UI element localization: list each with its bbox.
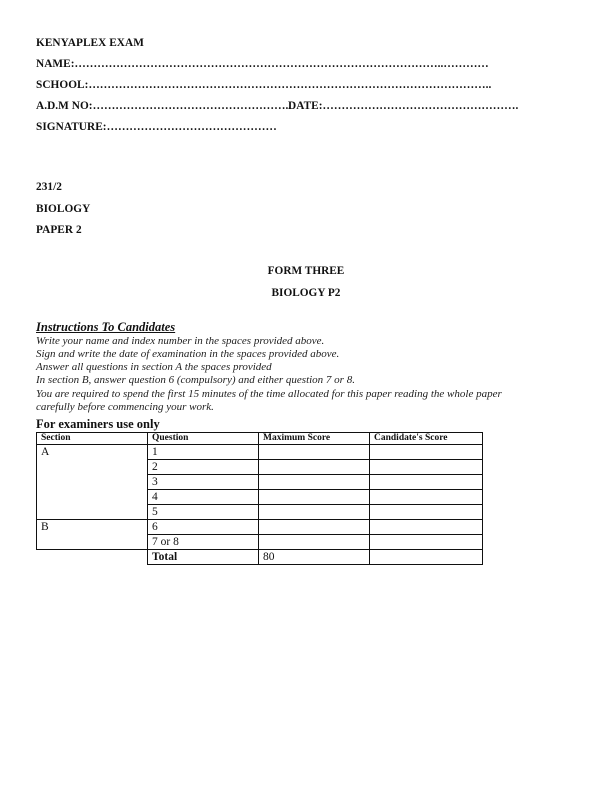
instruction-line: Write your name and index number in the spaces provided above. bbox=[36, 335, 325, 347]
max-score-cell[interactable] bbox=[259, 460, 370, 475]
name-field[interactable]: NAME:……………………………………………………………………………………..………… bbox=[36, 58, 489, 70]
max-score-cell[interactable] bbox=[259, 490, 370, 505]
table-header-row bbox=[37, 433, 483, 445]
header-candidate-score: Candidate's Score bbox=[370, 433, 483, 445]
instruction-line: In section B, answer question 6 (compulsory) and either question 7 or 8. bbox=[36, 374, 355, 386]
total-max-score: 80 bbox=[259, 550, 370, 565]
table-total-row bbox=[37, 550, 483, 565]
candidate-score-cell[interactable] bbox=[370, 475, 483, 490]
school-field[interactable]: SCHOOL:…………………………………………………………………………………………….. bbox=[36, 79, 492, 91]
max-score-cell[interactable] bbox=[259, 445, 370, 460]
examiners-caption: For examiners use only bbox=[36, 417, 160, 431]
candidate-score-cell[interactable] bbox=[370, 520, 483, 535]
paper-number: PAPER 2 bbox=[36, 224, 82, 236]
question-cell: 1 bbox=[148, 445, 259, 460]
total-label: Total bbox=[148, 550, 259, 565]
candidate-score-cell[interactable] bbox=[370, 445, 483, 460]
header-question: Question bbox=[148, 433, 259, 445]
total-candidate-score[interactable] bbox=[370, 550, 483, 565]
instruction-line: You are required to spend the first 15 minutes of the time allocated for this paper reading the whole paper bbox=[36, 388, 502, 400]
score-table bbox=[36, 432, 483, 565]
question-cell: 3 bbox=[148, 475, 259, 490]
date-field[interactable]: DATE:……………………………………………. bbox=[288, 100, 519, 112]
header-max-score: Maximum Score bbox=[259, 433, 370, 445]
paper-code: 231/2 bbox=[36, 181, 62, 193]
candidate-score-cell[interactable] bbox=[370, 505, 483, 520]
section-cell-a: A bbox=[37, 445, 148, 520]
section-cell-b: B bbox=[37, 520, 148, 550]
adm-number-field[interactable]: A.D.M NO:…………………………………………….. bbox=[36, 100, 292, 112]
instruction-line: Sign and write the date of examination in the spaces provided above. bbox=[36, 348, 340, 360]
signature-field[interactable]: SIGNATURE:……………………………………… bbox=[36, 121, 277, 133]
table-row bbox=[37, 520, 483, 535]
form-title: FORM THREE bbox=[267, 265, 345, 277]
candidate-score-cell[interactable] bbox=[370, 490, 483, 505]
max-score-cell[interactable] bbox=[259, 535, 370, 550]
question-cell: 4 bbox=[148, 490, 259, 505]
subject-name: BIOLOGY bbox=[36, 203, 91, 215]
exam-name: KENYAPLEX EXAM bbox=[36, 37, 144, 49]
max-score-cell[interactable] bbox=[259, 520, 370, 535]
instructions-title: Instructions To Candidates bbox=[36, 320, 176, 334]
question-cell: 2 bbox=[148, 460, 259, 475]
header-section: Section bbox=[37, 433, 148, 445]
max-score-cell[interactable] bbox=[259, 475, 370, 490]
max-score-cell[interactable] bbox=[259, 505, 370, 520]
candidate-score-cell[interactable] bbox=[370, 460, 483, 475]
instruction-line: carefully before commencing your work. bbox=[36, 401, 214, 413]
question-cell: 6 bbox=[148, 520, 259, 535]
empty-cell bbox=[37, 550, 148, 565]
table-row bbox=[37, 445, 483, 460]
question-cell: 5 bbox=[148, 505, 259, 520]
question-cell: 7 or 8 bbox=[148, 535, 259, 550]
candidate-score-cell[interactable] bbox=[370, 535, 483, 550]
paper-subtitle: BIOLOGY P2 bbox=[271, 287, 341, 299]
instruction-line: Answer all questions in section A the spaces provided bbox=[36, 361, 272, 373]
